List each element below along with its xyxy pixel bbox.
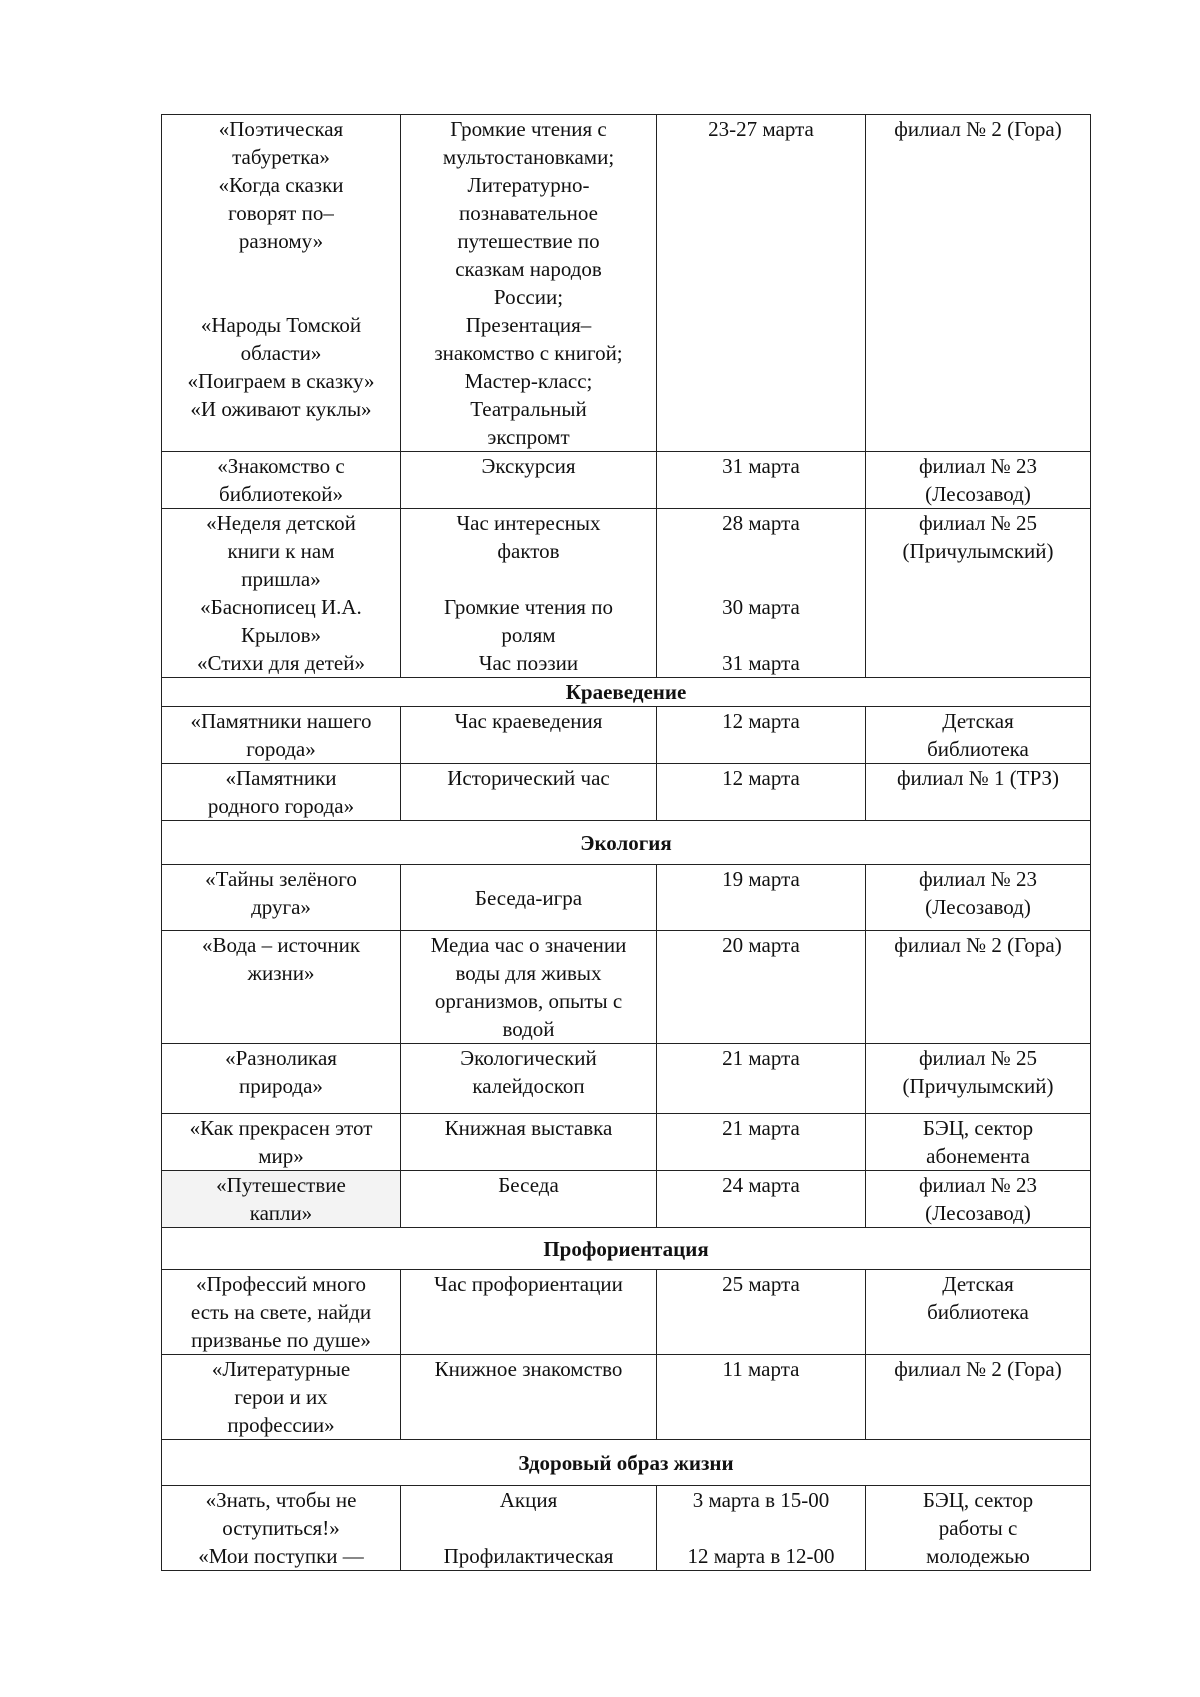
event-format-cell	[401, 1114, 657, 1171]
event-format-line: экспромт	[487, 425, 570, 449]
event-date-line: 28 марта	[722, 511, 800, 535]
event-location-line: абонемента	[926, 1144, 1030, 1168]
event-row	[162, 707, 1091, 764]
event-format-cell	[401, 1044, 657, 1114]
event-date-line: 24 марта	[722, 1173, 800, 1197]
event-title-line: Крылов»	[240, 623, 321, 647]
event-format-line: Экологический	[460, 1046, 597, 1070]
event-row	[162, 865, 1091, 931]
section-header-row	[162, 1440, 1091, 1486]
event-format-cell	[401, 931, 657, 1044]
event-format-line: Час краеведения	[454, 709, 603, 733]
event-date-line: 21 марта	[722, 1046, 800, 1070]
event-title-line: области»	[240, 341, 322, 365]
event-format-line: России;	[493, 285, 564, 309]
event-date-line	[661, 537, 861, 565]
schedule-table-body	[162, 115, 1091, 1571]
event-title-line: «Когда сказки	[218, 173, 344, 197]
event-title-cell	[162, 1044, 401, 1114]
event-title-cell	[162, 764, 401, 821]
event-location-line: филиал № 2 (Гора)	[894, 1357, 1062, 1381]
event-format-line: Экскурсия	[481, 454, 576, 478]
event-format-line: Презентация–	[465, 313, 592, 337]
event-location-line: филиал № 2 (Гора)	[894, 117, 1062, 141]
event-location-line: филиал № 25	[918, 511, 1038, 535]
event-title-line: «Путешествие	[216, 1173, 346, 1197]
event-title-line: разному»	[238, 229, 324, 253]
event-location-line: филиал № 23	[918, 867, 1038, 891]
event-location-cell	[866, 1355, 1091, 1440]
event-format-line: Книжное знакомство	[434, 1357, 623, 1381]
event-title-line: «Памятники	[225, 766, 337, 790]
event-row	[162, 1486, 1091, 1571]
event-title-cell	[162, 1114, 401, 1171]
event-date-cell	[657, 707, 866, 764]
event-location-cell	[866, 509, 1091, 678]
event-title-line: книги к нам	[227, 539, 335, 563]
section-header-row	[162, 678, 1091, 707]
event-row	[162, 452, 1091, 509]
event-location-line: (Лесозавод)	[925, 895, 1031, 919]
event-title-line: «Тайны зелёного	[205, 867, 357, 891]
event-format-line: Мастер-класс;	[464, 369, 593, 393]
event-title-line: мир»	[258, 1144, 304, 1168]
event-format-line	[405, 565, 652, 593]
event-location-cell	[866, 452, 1091, 509]
event-date-line: 20 марта	[722, 933, 800, 957]
event-format-cell	[401, 115, 657, 452]
event-title-line: библиотекой»	[219, 482, 343, 506]
event-location-cell	[866, 1171, 1091, 1228]
event-date-cell	[657, 931, 866, 1044]
event-date-cell	[657, 452, 866, 509]
event-format-cell	[401, 1270, 657, 1355]
event-format-cell	[401, 1355, 657, 1440]
event-title-line: «Стихи для детей»	[197, 651, 365, 675]
event-title-line: города»	[246, 737, 316, 761]
event-title-line: «Вода – источник	[201, 933, 361, 957]
event-location-cell	[866, 1114, 1091, 1171]
event-title-line	[166, 283, 396, 311]
event-format-cell	[401, 509, 657, 678]
event-location-line: филиал № 23	[918, 454, 1038, 478]
event-title-line: «Поиграем в сказку»	[187, 369, 375, 393]
event-date-cell	[657, 1114, 866, 1171]
event-title-line: профессии»	[227, 1413, 335, 1437]
event-format-cell	[401, 764, 657, 821]
event-date-cell	[657, 509, 866, 678]
event-format-line: Громкие чтения по	[444, 595, 613, 619]
event-title-line: «Разноликая	[225, 1046, 337, 1070]
event-title-line: «Поэтическая	[218, 117, 344, 141]
section-title: Экология	[162, 821, 1091, 865]
event-title-line: есть на свете, найди	[190, 1300, 372, 1324]
event-location-line: филиал № 23	[918, 1173, 1038, 1197]
section-title: Профориентация	[162, 1228, 1091, 1270]
event-format-line: Час поэзии	[478, 651, 579, 675]
event-title-line: «Литературные	[211, 1357, 351, 1381]
event-title-line: «Мои поступки —	[198, 1544, 364, 1568]
event-row	[162, 1044, 1091, 1114]
event-format-line	[405, 1514, 652, 1542]
event-title-line: призванье по душе»	[191, 1328, 371, 1352]
event-date-line: 12 марта	[722, 709, 800, 733]
event-date-cell	[657, 764, 866, 821]
event-date-cell	[657, 1355, 866, 1440]
event-format-line: Беседа	[498, 1173, 559, 1197]
event-format-cell	[401, 452, 657, 509]
event-format-line: организмов, опыты с	[434, 989, 623, 1013]
event-title-line: «Как прекрасен этот	[189, 1116, 373, 1140]
event-row	[162, 1270, 1091, 1355]
event-title-line: «Памятники нашего	[190, 709, 372, 733]
event-format-line: ролям	[501, 623, 556, 647]
event-format-line: сказкам народов	[455, 257, 602, 281]
event-location-cell	[866, 115, 1091, 452]
event-title-line: родного города»	[207, 794, 355, 818]
event-title-line: пришла»	[241, 567, 321, 591]
schedule-table	[161, 114, 1091, 1571]
event-date-line	[661, 1514, 861, 1542]
section-title: Здоровый образ жизни	[162, 1440, 1091, 1486]
event-date-line: 11 марта	[722, 1357, 800, 1381]
event-title-line: «Неделя детской	[206, 511, 356, 535]
event-row	[162, 1355, 1091, 1440]
event-location-cell	[866, 1044, 1091, 1114]
event-title-line: «Профессий много	[195, 1272, 367, 1296]
event-location-line: БЭЦ, сектор	[922, 1116, 1034, 1140]
event-date-line: 21 марта	[722, 1116, 800, 1140]
event-location-line: работы с	[938, 1516, 1018, 1540]
event-title-line: «Знать, чтобы не	[205, 1488, 357, 1512]
event-title-cell	[162, 115, 401, 452]
event-location-line: (Причулымский)	[902, 539, 1054, 563]
event-title-line: природа»	[239, 1074, 323, 1098]
event-title-line: капли»	[249, 1201, 313, 1225]
event-format-cell	[401, 865, 657, 931]
event-format-cell	[401, 1171, 657, 1228]
event-location-cell	[866, 707, 1091, 764]
section-title: Краеведение	[162, 678, 1091, 707]
event-date-line: 31 марта	[722, 651, 800, 675]
event-format-line: Театральный	[470, 397, 587, 421]
event-title-line: жизни»	[247, 961, 315, 985]
event-title-cell	[162, 509, 401, 678]
event-title-cell	[162, 1171, 401, 1228]
event-date-line: 30 марта	[722, 595, 800, 619]
event-date-cell	[657, 1171, 866, 1228]
event-row	[162, 1171, 1091, 1228]
event-title-line: герои и их	[234, 1385, 328, 1409]
event-title-cell	[162, 931, 401, 1044]
event-date-line: 25 марта	[722, 1272, 800, 1296]
event-title-line: оступиться!»	[222, 1516, 340, 1540]
event-location-line: филиал № 1 (ТРЗ)	[896, 766, 1060, 790]
event-format-line: Час профориентации	[434, 1272, 623, 1296]
event-location-cell	[866, 931, 1091, 1044]
event-location-line: (Лесозавод)	[925, 1201, 1031, 1225]
event-location-cell	[866, 1486, 1091, 1571]
section-header-row	[162, 1228, 1091, 1270]
event-format-cell	[401, 1486, 657, 1571]
event-date-line	[661, 565, 861, 593]
event-format-line: Профилактическая	[443, 1544, 614, 1568]
event-location-cell	[866, 865, 1091, 931]
event-location-line: библиотека	[927, 1300, 1029, 1324]
event-format-line: водой	[502, 1017, 555, 1041]
event-format-line: воды для живых	[455, 961, 602, 985]
event-format-line: мультостановками;	[442, 145, 615, 169]
event-date-cell	[657, 1486, 866, 1571]
event-title-line: друга»	[251, 895, 311, 919]
event-format-line: фактов	[497, 539, 560, 563]
event-date-line	[661, 621, 861, 649]
event-location-cell	[866, 764, 1091, 821]
event-format-line: Литературно-	[467, 173, 590, 197]
event-title-cell	[162, 1486, 401, 1571]
event-row	[162, 509, 1091, 678]
event-location-line: библиотека	[927, 737, 1029, 761]
event-format-line: Акция	[499, 1488, 558, 1512]
event-title-line: «Народы Томской	[200, 313, 362, 337]
event-title-line: «Знакомство с	[217, 454, 345, 478]
event-format-line: Медиа час о значении	[430, 933, 627, 957]
event-title-line: «Баснописец И.А.	[200, 595, 362, 619]
event-title-cell	[162, 865, 401, 931]
section-header-row	[162, 821, 1091, 865]
event-title-cell	[162, 707, 401, 764]
event-date-line: 31 марта	[722, 454, 800, 478]
event-format-line: Громкие чтения с	[450, 117, 607, 141]
event-row	[162, 764, 1091, 821]
event-row	[162, 1114, 1091, 1171]
event-date-line: 23-27 марта	[708, 117, 814, 141]
event-format-line: калейдоскоп	[472, 1074, 585, 1098]
event-row	[162, 931, 1091, 1044]
event-date-line: 19 марта	[722, 867, 800, 891]
event-title-cell	[162, 452, 401, 509]
event-format-line: путешествие по	[457, 229, 600, 253]
event-title-line	[166, 255, 396, 283]
event-title-cell	[162, 1270, 401, 1355]
event-format-line: Час интересных	[456, 511, 601, 535]
event-location-cell	[866, 1270, 1091, 1355]
event-date-line: 3 марта в 15-00	[692, 1488, 830, 1512]
event-title-line: табуретка»	[232, 145, 330, 169]
event-format-line: Книжная выставка	[444, 1116, 613, 1140]
event-format-line: познавательное	[459, 201, 598, 225]
event-format-cell	[401, 707, 657, 764]
event-location-line: БЭЦ, сектор	[922, 1488, 1034, 1512]
event-title-line: говорят по–	[228, 201, 334, 225]
event-title-line: «И оживают куклы»	[190, 397, 372, 421]
event-location-line: (Причулымский)	[902, 1074, 1054, 1098]
event-location-line: филиал № 2 (Гора)	[894, 933, 1062, 957]
event-date-cell	[657, 865, 866, 931]
event-format-line: Беседа-игра	[474, 885, 583, 910]
event-date-cell	[657, 115, 866, 452]
event-date-line: 12 марта	[722, 766, 800, 790]
event-location-line: молодежью	[926, 1544, 1030, 1568]
event-date-line: 12 марта в 12-00	[687, 1544, 835, 1568]
event-date-cell	[657, 1270, 866, 1355]
event-location-line: Детская	[942, 709, 1014, 733]
event-format-line: Исторический час	[447, 766, 610, 790]
event-location-line: (Лесозавод)	[925, 482, 1031, 506]
event-location-line: Детская	[942, 1272, 1014, 1296]
event-format-line: знакомство с книгой;	[434, 341, 623, 365]
event-date-cell	[657, 1044, 866, 1114]
event-title-cell	[162, 1355, 401, 1440]
event-location-line: филиал № 25	[918, 1046, 1038, 1070]
event-row	[162, 115, 1091, 452]
